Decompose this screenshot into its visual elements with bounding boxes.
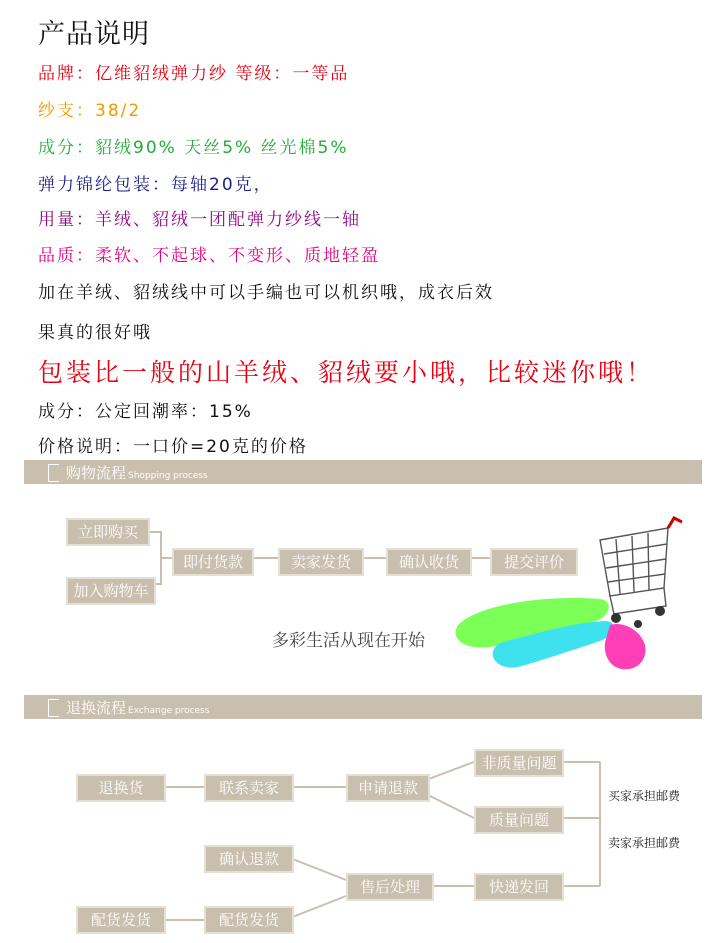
- shopping-header-title: 购物流程: [66, 464, 127, 482]
- slogan-text: 多彩生活从现在开始: [272, 631, 425, 651]
- usage-line: 用量：羊绒、貂绒一团配弹力纱线一轴: [38, 210, 361, 230]
- header-bracket-icon: [48, 699, 59, 717]
- seller-pays-shipping-note: 卖家承担邮费: [608, 836, 681, 850]
- description-line-1: 加在羊绒、貂绒线中可以手编也可以机织哦，成衣后效: [38, 283, 494, 303]
- brand-line: 品牌：亿维貂绒弹力纱 等级：一等品: [38, 64, 350, 84]
- confirm-refund-step: 确认退款: [204, 845, 294, 873]
- quality-issue-step: 质量问题: [474, 806, 564, 834]
- description-line-2: 果真的很好哦: [38, 323, 152, 343]
- exchange-process-header: [24, 695, 702, 719]
- buy-now-step: 立即购买: [66, 518, 150, 546]
- page-title: 产品说明: [38, 19, 150, 50]
- packaging-line: 弹力锦纶包装：每轴20克，: [38, 175, 273, 195]
- return-exchange-step: 退换货: [76, 774, 166, 802]
- buyer-pays-shipping-note: 买家承担邮费: [608, 789, 681, 803]
- exchange-header-title: 退换流程: [66, 699, 127, 717]
- confirm-receipt-step: 确认收货: [386, 548, 472, 576]
- moisture-line: 成分：公定回潮率：15%: [38, 402, 253, 422]
- quality-line: 品质：柔软、不起球、不变形、质地轻盈: [38, 246, 380, 266]
- shopping-header-subtitle: Shopping process: [128, 471, 208, 481]
- submit-review-step: 提交评价: [490, 548, 578, 576]
- after-sales-step: 售后处理: [346, 873, 434, 901]
- yarn-count-line: 纱支：38/2: [38, 101, 142, 121]
- header-bracket-icon: [48, 464, 59, 482]
- shopping-process-header: [24, 460, 702, 484]
- ship-goods-step-right: 配货发货: [204, 906, 294, 934]
- composition-line: 成分：貂绒90% 天丝5% 丝光棉5%: [38, 138, 349, 158]
- express-return-step: 快递发回: [474, 873, 564, 901]
- apply-refund-step: 申请退款: [346, 774, 430, 802]
- non-quality-issue-step: 非质量问题: [474, 749, 564, 777]
- seller-ship-step: 卖家发货: [278, 548, 364, 576]
- pay-step: 即付货款: [172, 548, 254, 576]
- highlight-line: 包装比一般的山羊绒、貂绒要小哦，比较迷你哦！: [38, 358, 655, 387]
- exchange-header-subtitle: Exchange process: [128, 706, 210, 716]
- price-line: 价格说明：一口价=20克的价格: [38, 437, 308, 457]
- ship-goods-step-left: 配货发货: [76, 906, 166, 934]
- shopping-cart-icon: [594, 514, 684, 632]
- contact-seller-step: 联系卖家: [204, 774, 294, 802]
- add-to-cart-step: 加入购物车: [66, 577, 156, 605]
